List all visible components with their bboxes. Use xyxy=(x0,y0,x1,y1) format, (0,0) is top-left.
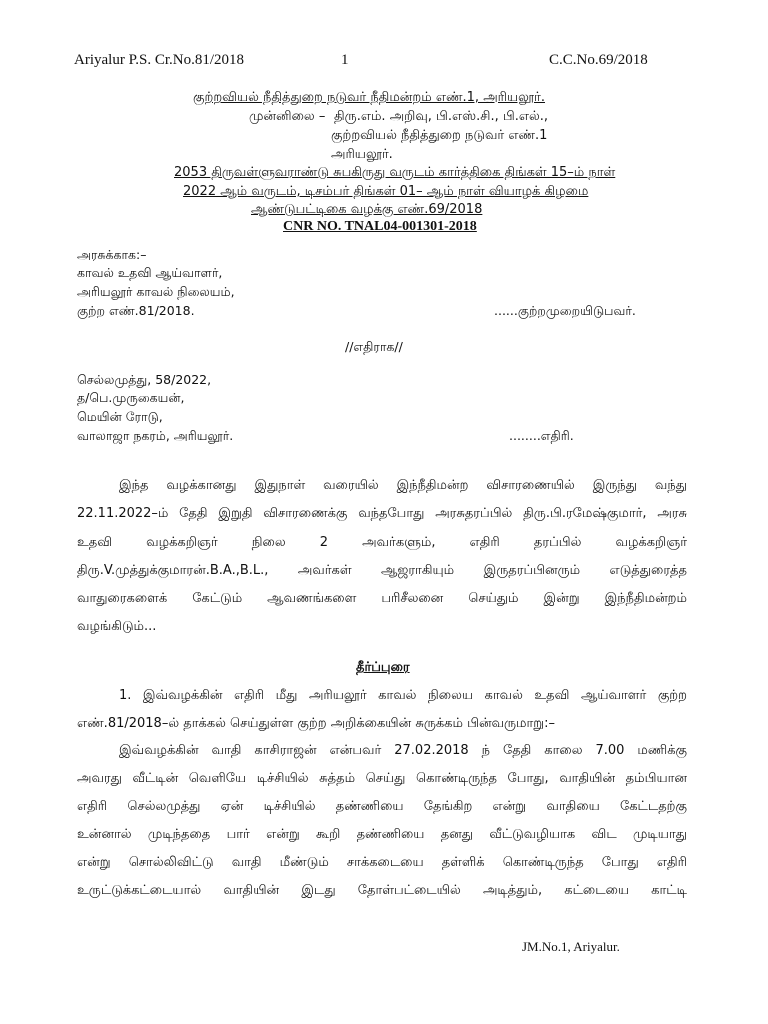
paragraph-line: 22.11.2022–ம் தேதி இறுதி விசாரணைக்கு வந்தபோது அரசுதரப்பில் திரு.பி.ரமேஷ்குமார், அரசு xyxy=(77,506,687,521)
cnr-number: CNR NO. TNAL04-001301-2018 xyxy=(283,219,477,234)
header-case-reference: Ariyalur P.S. Cr.No.81/2018 xyxy=(74,52,245,68)
judgment-heading: தீர்ப்புரை xyxy=(356,660,410,675)
paragraph-line: வழங்கிடும்... xyxy=(77,619,157,634)
header-cc-number: C.C.No.69/2018 xyxy=(549,52,648,68)
court-title: குற்றவியல் நீதித்துறை நடுவர் நீதிமன்றம் எண்.1, அரியலூர். xyxy=(193,90,545,105)
complainant-line: அரியலூர் காவல் நிலையம், xyxy=(77,284,235,299)
court-place: அரியலூர். xyxy=(331,147,393,162)
complainant-role: ......குற்றமுறையிடுபவர். xyxy=(494,303,636,318)
paragraph-line: இவ்வழக்கின் வாதி காசிராஜன் என்பவர் 27.02.2018 ந் தேதி காலை 7.00 மணிக்கு xyxy=(119,743,687,758)
paragraph-line: திரு.V.முத்துக்குமாரன்.B.A.,B.L., அவர்கள் ஆஜராகியும் இருதரப்பினரும் எடுத்துரைத்த xyxy=(77,563,687,578)
paragraph-line: உதவி வழக்கறிஞர் நிலை 2 அவர்களும், எதிரி தரப்பில் வழக்கறிஞர் xyxy=(77,535,687,550)
paragraph-line: அவரது வீட்டின் வெளியே டிச்சியில் சுத்தம் செய்து கொண்டிருந்த போது, வாதியின் தம்பியான xyxy=(77,771,687,786)
paragraph-line: இந்த வழக்கானது இதுநாள் வரையில் இந்நீதிமன்ற விசாரணையில் இருந்து வந்து xyxy=(119,478,687,493)
complainant-line: அரசுக்காக:– xyxy=(77,247,147,262)
paragraph-line: எதிரி செல்லமுத்து ஏன் டிச்சியில் தண்ணியை தேங்கிற என்று வாதியை கேட்டதற்கு xyxy=(77,799,687,814)
paragraph-line: என்று சொல்லிவிட்டு வாதி மீண்டும் சாக்கடையை தள்ளிக் கொண்டிருந்த போது எதிரி xyxy=(77,855,687,870)
page-footer: JM.No.1, Ariyalur. xyxy=(522,939,620,954)
accused-line: வாலாஜா நகரம், அரியலூர். xyxy=(77,428,234,443)
accused-line: செல்லமுத்து, 58/2022, xyxy=(77,372,212,387)
complainant-line: காவல் உதவி ஆய்வாளர், xyxy=(77,265,223,280)
paragraph-line: உருட்டுக்கட்டையால் வாதியின் இடது தோள்பட்டையில் அடித்தும், கட்டையை காட்டி xyxy=(77,883,687,898)
gregorian-date-line: 2022 ஆம் வருடம், டிசம்பர் திங்கள் 01– ஆம் நாள் வியாழக் கிழமை xyxy=(183,184,589,199)
complainant-line: குற்ற எண்.81/2018. xyxy=(77,303,195,318)
presiding-designation: குற்றவியல் நீதித்துறை நடுவர் எண்.1 xyxy=(331,128,548,143)
paragraph-line: உன்னால் முடிந்ததை பார் என்று கூறி தண்ணியை தனது வீட்டுவழியாக விட முடியாது xyxy=(77,827,687,842)
accused-role: ........எதிரி. xyxy=(509,428,574,443)
presiding-officer: திரு.எம். அறிவு, பி.எஸ்.சி., பி.எல்., xyxy=(334,109,549,124)
accused-line: மெயின் ரோடு, xyxy=(77,409,163,424)
case-number: ஆண்டுபட்டிகை வழக்கு எண்.69/2018 xyxy=(251,202,483,217)
accused-line: த/பெ.முருகையன், xyxy=(77,390,185,405)
versus-label: //எதிராக// xyxy=(345,339,403,354)
page-number: 1 xyxy=(341,52,349,68)
paragraph-line: வாதுரைகளைக் கேட்டும் ஆவணங்களை பரிசீலனை செய்தும் இன்று இந்நீதிமன்றம் xyxy=(77,591,687,606)
paragraph-line: எண்.81/2018–ல் தாக்கல் செய்துள்ள குற்ற அறிக்கையின் சுருக்கம் பின்வருமாறு:– xyxy=(77,716,556,731)
paragraph-line: 1. இவ்வழக்கின் எதிரி மீது அரியலூர் காவல் நிலைய காவல் உதவி ஆய்வாளர் குற்ற xyxy=(119,688,687,703)
presiding-prefix: முன்னிலை – xyxy=(249,109,326,124)
tamil-date-line: 2053 திருவள்ளுவராண்டு சுபகிருது வருடம் கார்த்திகை திங்கள் 15–ம் நாள் xyxy=(174,165,616,180)
